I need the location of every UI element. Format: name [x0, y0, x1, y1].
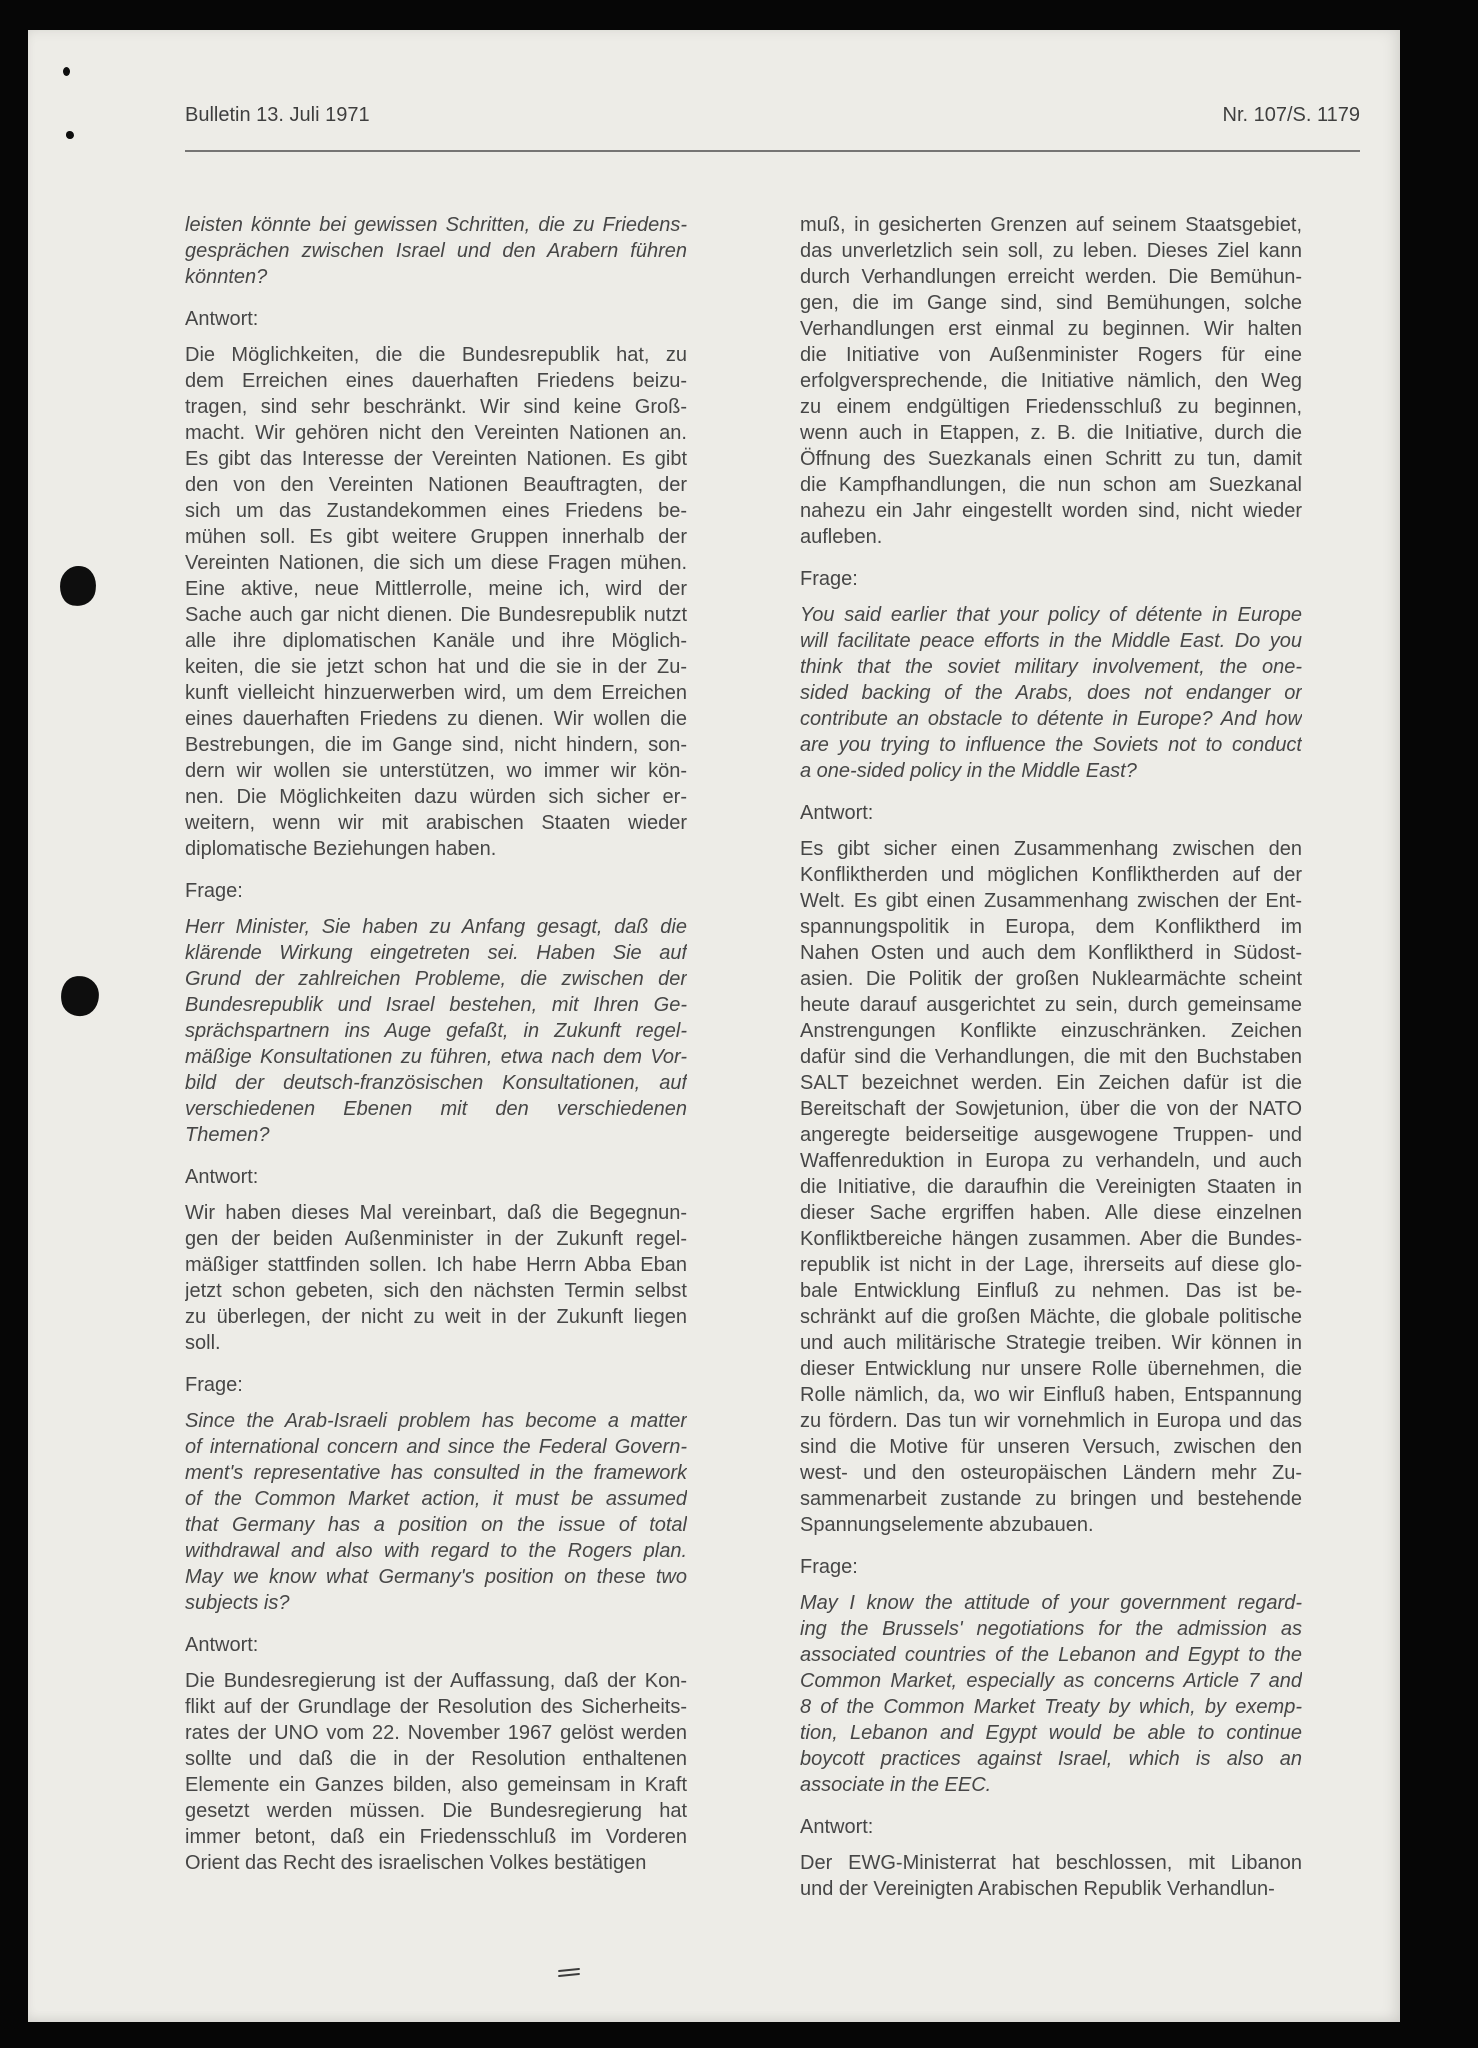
- text-line: Herr Minister, Sie haben zu Anfang gesagt, daß die: [185, 916, 687, 938]
- text-line: are you trying to influence the Soviets not to conduct: [800, 734, 1302, 756]
- question-label: Frage:: [800, 1556, 858, 1578]
- text-line: den von den Vereinten Nationen Beauftragten, der: [185, 474, 687, 496]
- text-line: und auch militärische Strategie treiben. Wir können in: [800, 1332, 1302, 1354]
- page-number: Nr. 107/S. 1179: [1222, 104, 1360, 126]
- text-line: zu einem endgültigen Friedensschluß zu beginnen,: [800, 396, 1302, 418]
- text-line: ment's representative has consulted in the framework: [185, 1462, 687, 1484]
- text-line: Spannungselemente abzubauen.: [800, 1514, 1094, 1536]
- text-line: that Germany has a position on the issue of total: [185, 1514, 687, 1536]
- text-line: sind die Motive für unseren Versuch, zwischen den: [800, 1436, 1302, 1458]
- text-line: Sache auch gar nicht dienen. Die Bundesrepublik nutzt: [185, 604, 687, 626]
- text-line: Orient das Recht des israelischen Volkes bestätigen: [185, 1852, 647, 1874]
- text-line: muß, in gesicherten Grenzen auf seinem Staatsgebiet,: [800, 214, 1302, 236]
- text-line: Rolle nämlich, da, wo wir Einfluß haben, Entspannung: [800, 1384, 1302, 1406]
- text-line: schränkt auf die großen Mächte, die globale politische: [800, 1306, 1302, 1328]
- text-line: sich um das Zustandekommen eines Friedens be-: [185, 500, 687, 522]
- text-line: Bereitschaft der Sowjetunion, über die von der NATO: [800, 1098, 1302, 1120]
- text-line: Die Möglichkeiten, die die Bundesrepublik hat, zu: [185, 344, 687, 366]
- text-line: sammenarbeit zustande zu bringen und bestehende: [800, 1488, 1302, 1510]
- ink-speck-top: [63, 67, 70, 76]
- text-line: nen. Die Möglichkeiten dazu würden sich sicher er-: [185, 786, 687, 808]
- text-line: keiten, die sie jetzt schon hat und die sie in der Zu-: [185, 656, 687, 678]
- text-line: dern wir wollen sie unterstützen, wo immer wir kön-: [185, 760, 687, 782]
- text-line: ing the Brussels' negotiations for the admission as: [800, 1618, 1302, 1640]
- text-line: Bestrebungen, die im Gange sind, nicht hindern, son-: [185, 734, 687, 756]
- text-line: gen der beiden Außenminister in der Zukunft regel-: [185, 1228, 687, 1250]
- answer-paragraph: [800, 836, 1302, 1538]
- question-label: Frage:: [185, 880, 243, 902]
- answer-paragraph: [800, 1850, 1302, 1902]
- text-line: zu fördern. Das tun wir vornehmlich in Europa und das: [800, 1410, 1302, 1432]
- text-line: rates der UNO vom 22. November 1967 gelöst werden: [185, 1722, 687, 1744]
- text-line: Es gibt das Interesse der Vereinten Nationen. Es gibt: [185, 448, 687, 470]
- text-line: nahezu ein Jahr eingestellt worden sind, nicht wieder: [800, 500, 1302, 522]
- text-line: Elemente ein Ganzes bilden, also gemeinsam in Kraft: [185, 1774, 687, 1796]
- question-paragraph: [800, 602, 1302, 784]
- text-line: aufleben.: [800, 526, 883, 548]
- document-page: [28, 30, 1400, 2022]
- text-line: die Kampfhandlungen, die nun schon am Suezkanal: [800, 474, 1302, 496]
- text-line: klärende Wirkung eingetreten sei. Haben Sie auf: [185, 942, 687, 964]
- text-line: dieser Entwicklung nur unsere Rolle übernehmen, die: [800, 1358, 1302, 1380]
- text-line: sprächspartnern ins Auge gefaßt, in Zukunft regel-: [185, 1020, 687, 1042]
- answer-label: Antwort:: [185, 1634, 259, 1656]
- answer-paragraph: [800, 212, 1302, 550]
- text-line: 8 of the Common Market Treaty by which, by exemp-: [800, 1696, 1302, 1718]
- text-line: of the Common Market action, it must be assumed: [185, 1488, 687, 1510]
- text-line: leisten könnte bei gewissen Schritten, die zu Friedens-: [185, 214, 687, 236]
- text-line: dieser Sache ergriffen haben. Alle diese einzelnen: [800, 1202, 1302, 1224]
- text-line: wenn auch in Etappen, z. B. die Initiative, durch die: [800, 422, 1302, 444]
- text-line: Themen?: [185, 1124, 270, 1146]
- text-line: think that the soviet military involvement, the one-: [800, 656, 1302, 678]
- text-line: immer betont, daß ein Friedensschluß im Vorderen: [185, 1826, 687, 1848]
- answer-paragraph: [185, 342, 687, 862]
- text-line: boycott practices against Israel, which is also an: [800, 1748, 1302, 1770]
- left-column: [185, 212, 687, 1892]
- text-line: spannungspolitik in Europa, dem Konfliktherd im: [800, 916, 1302, 938]
- text-line: asien. Die Politik der großen Nuklearmächte scheint: [800, 968, 1302, 990]
- text-line: dem Erreichen eines dauerhaften Friedens beizu-: [185, 370, 687, 392]
- text-line: May I know the attitude of your government regard-: [800, 1592, 1302, 1614]
- text-line: die Initiative von Außenminister Rogers für eine: [800, 344, 1302, 366]
- text-line: sided backing of the Arabs, does not endanger or: [800, 682, 1302, 704]
- question-label: Frage:: [185, 1374, 243, 1396]
- text-line: Öffnung des Suezkanals einen Schritt zu tun, damit: [800, 448, 1302, 470]
- text-line: jetzt schon gebeten, sich den nächsten Termin selbst: [185, 1280, 687, 1302]
- text-line: withdrawal and also with regard to the Rogers plan.: [185, 1540, 687, 1562]
- text-line: heute darauf ausgerichtet zu sein, durch gemeinsame: [800, 994, 1302, 1016]
- question-paragraph: [185, 1408, 687, 1616]
- text-line: Welt. Es gibt einen Zusammenhang zwischen der Ent-: [800, 890, 1302, 912]
- text-line: a one-sided policy in the Middle East?: [800, 760, 1137, 782]
- text-line: bild der deutsch-französischen Konsultationen, auf: [185, 1072, 687, 1094]
- text-line: alle ihre diplomatischen Kanäle und ihre Möglich-: [185, 630, 687, 652]
- text-line: Der EWG-Ministerrat hat beschlossen, mit Libanon: [800, 1852, 1302, 1874]
- text-line: mäßige Konsultationen zu führen, etwa nach dem Vor-: [185, 1046, 687, 1068]
- text-line: Waffenreduktion in Europa zu verhandeln, und auch: [800, 1150, 1302, 1172]
- text-line: Common Market, especially as concerns Article 7 and: [800, 1670, 1302, 1692]
- text-line: kunft vielleicht hinzuerwerben wird, um dem Erreichen: [185, 682, 687, 704]
- text-line: macht. Wir gehören nicht den Vereinten Nationen an.: [185, 422, 687, 444]
- text-line: und der Vereinigten Arabischen Republik Verhandlun-: [800, 1878, 1275, 1900]
- text-line: Konfliktbereiche hängen zusammen. Aber die Bundes-: [800, 1228, 1302, 1250]
- text-line: west- und den osteuropäischen Ländern mehr Zu-: [800, 1462, 1302, 1484]
- text-line: Die Bundesregierung ist der Auffassung, daß der Kon-: [185, 1670, 687, 1692]
- text-line: tragen, sind sehr beschränkt. Wir sind keine Groß-: [185, 396, 687, 418]
- text-line: republik ist nicht in der Lage, ihrerseits auf diese glo-: [800, 1254, 1302, 1276]
- question-paragraph: [800, 1590, 1302, 1798]
- text-line: contribute an obstacle to détente in Europe? And how: [800, 708, 1302, 730]
- text-line: gesetzt werden müssen. Die Bundesregierung hat: [185, 1800, 687, 1822]
- ink-blot-top: [57, 564, 98, 609]
- text-line: erfolgversprechende, die Initiative nämlich, den Weg: [800, 370, 1302, 392]
- text-line: gesprächen zwischen Israel und den Arabern führen: [185, 240, 687, 262]
- text-line: Nahen Osten und auch dem Konfliktherd in Südost-: [800, 942, 1302, 964]
- text-line: Konfliktherden und möglichen Konfliktherden auf der: [800, 864, 1302, 886]
- text-line: könnten?: [185, 266, 268, 288]
- text-line: Wir haben dieses Mal vereinbart, daß die Begegnun-: [185, 1202, 687, 1224]
- pencil-mark: [558, 1966, 580, 1978]
- text-line: die Initiative, die daraufhin die Vereinigten Staaten in: [800, 1176, 1302, 1198]
- text-line: Verhandlungen erst einmal zu beginnen. Wir halten: [800, 318, 1302, 340]
- text-line: weitern, wenn wir mit arabischen Staaten wieder: [185, 812, 687, 834]
- text-line: subjects is?: [185, 1592, 290, 1614]
- text-line: das unverletzlich sein soll, zu leben. Dieses Ziel kann: [800, 240, 1302, 262]
- text-line: Anstrengungen Konflikte einzuschränken. Zeichen: [800, 1020, 1302, 1042]
- bulletin-title: Bulletin 13. Juli 1971: [185, 104, 370, 126]
- text-line: Since the Arab-Israeli problem has become a matter: [185, 1410, 687, 1432]
- question-paragraph: [185, 914, 687, 1148]
- text-line: of international concern and since the Federal Govern-: [185, 1436, 687, 1458]
- text-line: bale Entwicklung Einfluß zu nehmen. Das ist be-: [800, 1280, 1302, 1302]
- text-line: durch Verhandlungen erreicht werden. Die Bemühun-: [800, 266, 1302, 288]
- text-line: mäßiger stattfinden sollen. Ich habe Herrn Abba Eban: [185, 1254, 687, 1276]
- question-label: Frage:: [800, 568, 858, 590]
- page-header: [185, 102, 1360, 128]
- text-line: Grund der zahlreichen Probleme, die zwischen der: [185, 968, 687, 990]
- text-line: May we know what Germany's position on these two: [185, 1566, 687, 1588]
- text-line: verschiedenen Ebenen mit den verschiedenen: [185, 1098, 687, 1120]
- text-line: angeregte beiderseitige ausgewogene Truppen- und: [800, 1124, 1302, 1146]
- text-line: associated countries of the Lebanon and Egypt to the: [800, 1644, 1302, 1666]
- text-line: gen, die im Gange sind, sind Bemühungen, solche: [800, 292, 1302, 314]
- right-column: [800, 212, 1302, 1918]
- text-line: Vereinten Nationen, die sich um diese Fragen mühen.: [185, 552, 687, 574]
- answer-paragraph: [185, 1200, 687, 1356]
- text-line: zu überlegen, der nicht zu weit in der Zukunft liegen: [185, 1306, 687, 1328]
- text-line: dafür sind die Verhandlungen, die mit den Buchstaben: [800, 1046, 1302, 1068]
- text-line: flikt auf der Grundlage der Resolution des Sicherheits-: [185, 1696, 687, 1718]
- text-line: SALT bezeichnet werden. Ein Zeichen dafür ist die: [800, 1072, 1302, 1094]
- answer-label: Antwort:: [800, 802, 874, 824]
- text-line: soll.: [185, 1332, 221, 1354]
- text-line: sollte und daß die in der Resolution enthaltenen: [185, 1748, 687, 1770]
- text-line: tion, Lebanon and Egypt would be able to continue: [800, 1722, 1302, 1744]
- header-rule: [185, 150, 1360, 152]
- answer-paragraph: [185, 1668, 687, 1876]
- text-line: Es gibt sicher einen Zusammenhang zwischen den: [800, 838, 1302, 860]
- question-paragraph: [185, 212, 687, 290]
- text-line: You said earlier that your policy of détente in Europe: [800, 604, 1302, 626]
- answer-label: Antwort:: [185, 308, 259, 330]
- answer-label: Antwort:: [800, 1816, 874, 1838]
- text-line: diplomatische Beziehungen haben.: [185, 838, 497, 860]
- text-line: Eine aktive, neue Mittlerrolle, meine ich, wird der: [185, 578, 687, 600]
- text-line: mühen soll. Es gibt weitere Gruppen innerhalb der: [185, 526, 687, 548]
- text-line: associate in the EEC.: [800, 1774, 992, 1796]
- answer-label: Antwort:: [185, 1166, 259, 1188]
- ink-blot-bottom: [59, 974, 101, 1018]
- text-line: Bundesrepublik und Israel bestehen, mit Ihren Ge-: [185, 994, 687, 1016]
- text-line: will facilitate peace efforts in the Middle East. Do you: [800, 630, 1302, 652]
- ink-speck-upper: [66, 131, 74, 139]
- text-line: eines dauerhaften Friedens zu dienen. Wir wollen die: [185, 708, 687, 730]
